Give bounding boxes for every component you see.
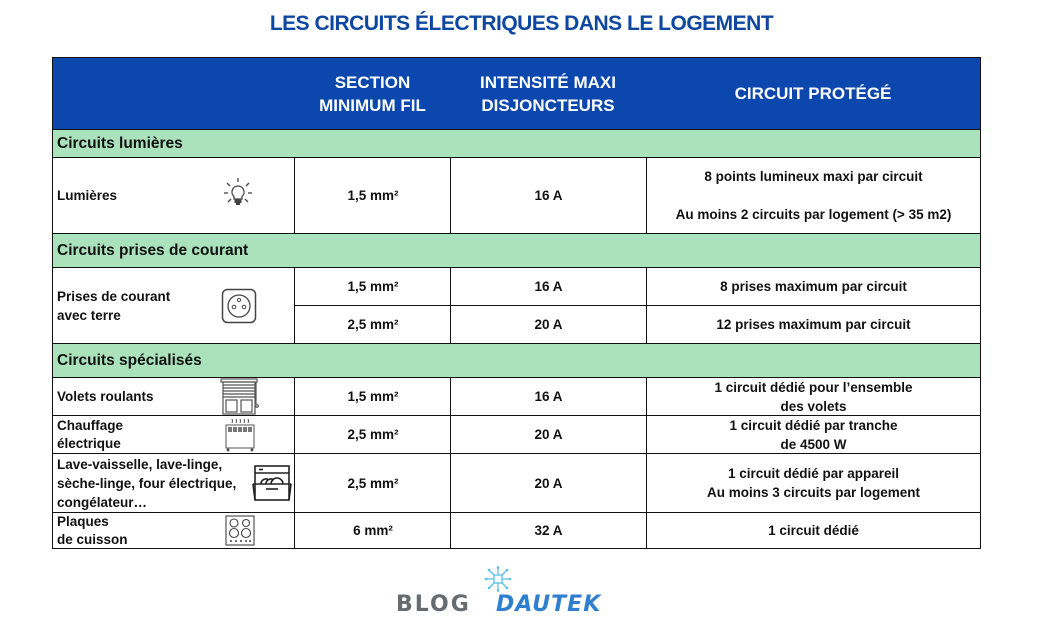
blog-dautek-logo — [396, 566, 606, 622]
section-label: Circuits lumières — [57, 134, 183, 152]
amp-value: 16 A — [450, 378, 646, 415]
protected-line: 1 circuit dédié par appareil — [727, 466, 900, 481]
protected-line: 8 points lumineux maxi par circuit — [704, 169, 923, 184]
protected-value — [646, 378, 980, 415]
table-header — [53, 58, 980, 129]
protected-line: 1 circuit dédié pour l’ensemble — [714, 379, 913, 395]
row-label-text: Plaques — [57, 513, 109, 529]
page-title: LES CIRCUITS ÉLECTRIQUES DANS LE LOGEMENT — [269, 12, 774, 35]
section-value: 6 mm² — [294, 513, 451, 548]
protected-line: Au moins 3 circuits par logement — [706, 485, 921, 500]
header-text: SECTION — [334, 72, 411, 92]
row-label-text: de cuisson — [57, 531, 128, 547]
row-label — [53, 513, 294, 548]
section-value: 2,5 mm² — [294, 306, 451, 343]
protected-value: 8 prises maximum par circuit — [646, 268, 980, 306]
table-row — [53, 416, 980, 454]
section-value: 1,5 mm² — [294, 378, 451, 415]
section-label: Circuits prises de courant — [57, 241, 249, 259]
section-value: 2,5 mm² — [294, 454, 451, 512]
logo-text-dautek: DAUTEK — [496, 592, 602, 617]
amp-value: 20 A — [450, 454, 646, 512]
row-label-text: sèche-linge, four électrique, — [57, 475, 237, 491]
amp-value: 16 A — [450, 268, 646, 306]
header-text: MINIMUM FIL — [319, 95, 426, 115]
section-header-specialises — [53, 344, 980, 378]
amp-value: 16 A — [450, 158, 646, 233]
table-row — [53, 454, 980, 513]
row-label-text: congélateur… — [57, 494, 148, 510]
row-label-text: Chauffage — [57, 417, 124, 433]
row-label — [53, 268, 294, 343]
row-label: Volets roulants — [57, 389, 154, 404]
row-label-text: avec terre — [57, 307, 121, 323]
table-row — [53, 513, 980, 548]
header-circuit-protege: CIRCUIT PROTÉGÉ — [734, 84, 892, 103]
row-label — [53, 416, 294, 453]
protected-line: de 4500 W — [780, 436, 847, 452]
section-value: 1,5 mm² — [294, 268, 451, 306]
amp-value: 20 A — [450, 306, 646, 343]
amp-value: 20 A — [450, 416, 646, 453]
section-header-prises — [53, 234, 980, 268]
header-intensite — [450, 58, 646, 129]
section-label: Circuits spécialisés — [57, 351, 202, 369]
circuit-snowflake-icon — [484, 566, 512, 592]
row-label-text: Lave-vaisselle, lave-linge, — [57, 456, 223, 472]
row-label-text: Lumières — [57, 188, 118, 203]
roller-shutter-icon — [220, 378, 260, 415]
lightbulb-icon — [221, 176, 255, 210]
power-socket-icon — [221, 288, 257, 324]
table-row-group — [53, 268, 980, 344]
section-value: 2,5 mm² — [294, 416, 451, 453]
section-value: 1,5 mm² — [294, 158, 451, 233]
protected-line: 1 circuit dédié par tranche — [729, 417, 898, 433]
header-section-fil — [294, 58, 451, 129]
row-label-text: Prises de courant — [57, 288, 171, 304]
header-text: DISJONCTEURS — [481, 95, 615, 115]
protected-line: Au moins 2 circuits par logement (> 35 m2) — [675, 207, 952, 222]
logo-text-blog: BLOG — [396, 592, 471, 617]
header-text: INTENSITÉ MAXI — [479, 72, 616, 92]
cooktop-icon — [225, 515, 255, 546]
protected-value: 12 prises maximum par circuit — [646, 306, 980, 343]
protected-value — [646, 158, 980, 233]
row-label-text: électrique — [57, 435, 121, 451]
row-label — [53, 158, 294, 233]
table-row — [53, 158, 980, 234]
radiator-icon — [223, 417, 257, 452]
section-header-lumieres — [53, 129, 980, 158]
amp-value: 32 A — [450, 513, 646, 548]
protected-value: 1 circuit dédié — [646, 513, 980, 548]
circuits-table — [52, 57, 981, 549]
table-row — [53, 378, 980, 416]
protected-value — [646, 454, 980, 512]
protected-line: des volets — [780, 398, 847, 414]
protected-value — [646, 416, 980, 453]
dishwasher-icon — [252, 464, 292, 504]
